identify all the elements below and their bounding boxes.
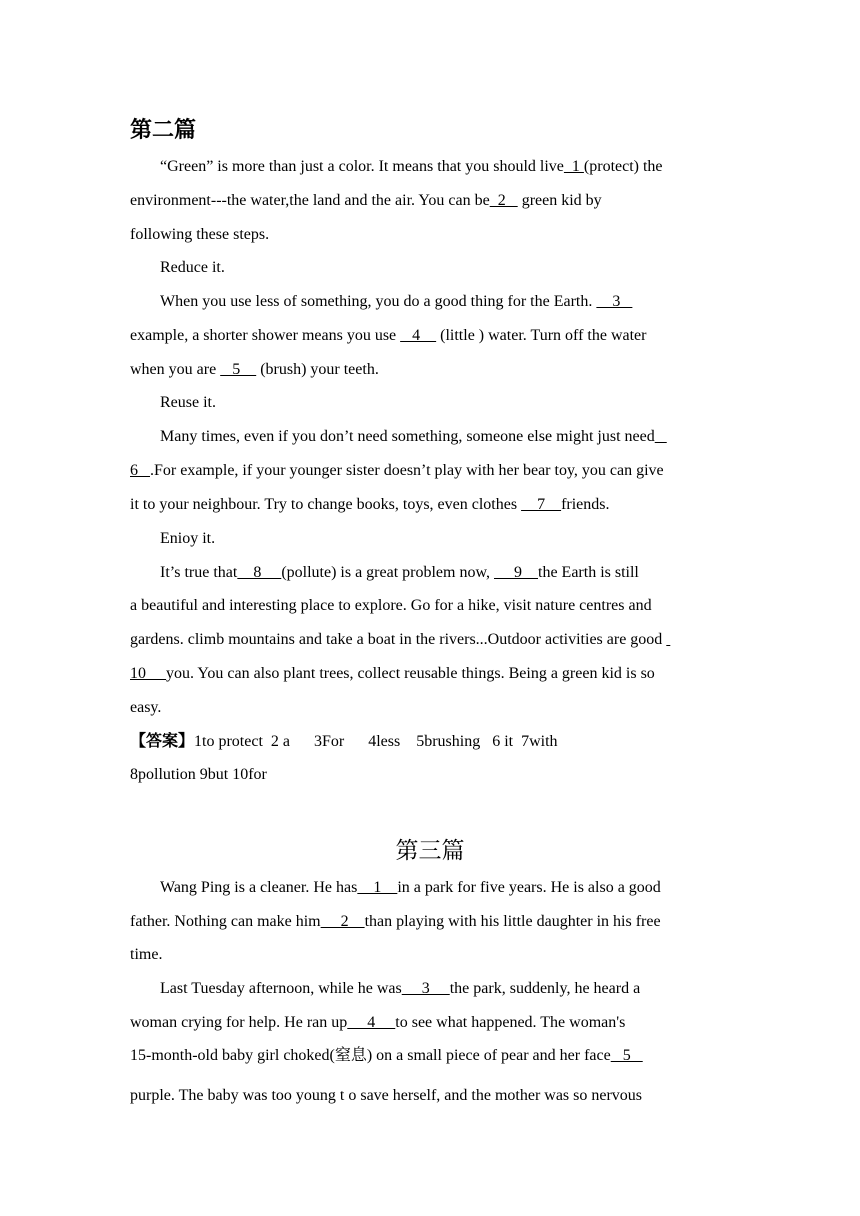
- passage-line: example, a shorter shower means you use 4 (little ) water. Turn off the water: [130, 327, 647, 344]
- passage-line: Wang Ping is a cleaner. He has 1 in a park for five years. He is also a good: [160, 879, 661, 896]
- subheading-enjoy: Enioy it.: [160, 530, 216, 547]
- blank-5: 5: [220, 361, 257, 378]
- passage-line: Last Tuesday afternoon, while he was 3 the park, suddenly, he heard a: [160, 980, 641, 997]
- section-3-heading: 第三篇: [395, 838, 465, 864]
- passage-line: It’s true that 8 (pollute) is a great problem now, 9 the Earth is still: [160, 564, 639, 581]
- blank-10: 10: [130, 665, 166, 682]
- blank-6-start: [655, 428, 667, 445]
- blank-4: 4: [400, 327, 437, 344]
- passage-line: “Green” is more than just a color. It means that you should live 1 (protect) the: [160, 158, 663, 175]
- blank-1: 1: [563, 158, 584, 175]
- passage-line: woman crying for help. He ran up 4 to see what happened. The woman's: [130, 1014, 626, 1031]
- blank-7: 7: [521, 496, 562, 513]
- blank-2: 2: [489, 192, 518, 209]
- blank-5: 5: [610, 1047, 643, 1064]
- passage-line: when you are 5 (brush) your teeth.: [130, 361, 379, 378]
- answer-key-line: 【答案】1to protect 2 a 3For 4less 5brushing 6 it 7with: [130, 731, 558, 750]
- passage-line: When you use less of something, you do a good thing for the Earth. 3: [160, 293, 633, 310]
- passage-line: purple. The baby was too young t o save herself, and the mother was so nervous: [130, 1087, 643, 1104]
- blank-1: 1: [357, 879, 398, 896]
- subheading-reduce: Reduce it.: [160, 259, 225, 276]
- blank-2: 2: [320, 913, 365, 930]
- answer-key-line: 8pollution 9but 10for: [130, 766, 267, 783]
- passage-line: time.: [130, 946, 163, 963]
- blank-6: 6: [130, 462, 150, 479]
- passage-line: 15-month-old baby girl choked(窒息) on a small piece of pear and her face 5: [130, 1047, 643, 1064]
- passage-line: 10 you. You can also plant trees, collect reusable things. Being a green kid is so: [130, 665, 655, 682]
- section-2-heading: 第二篇: [130, 118, 197, 143]
- blank-9: 9: [494, 564, 538, 581]
- subheading-reuse: Reuse it.: [160, 394, 216, 411]
- answer-label: 【答案】: [130, 731, 195, 750]
- passage-line: following these steps.: [130, 226, 270, 243]
- passage-line: gardens. climb mountains and take a boat in the rivers...Outdoor activities are good: [130, 630, 670, 650]
- blank-3: 3: [401, 980, 450, 997]
- blank-3: 3: [596, 293, 633, 310]
- blank-10-start: [666, 631, 670, 648]
- blank-4: 4: [347, 1014, 396, 1031]
- passage-line: easy.: [130, 699, 162, 716]
- passage-line: father. Nothing can make him 2 than playing with his little daughter in his free: [130, 913, 661, 930]
- passage-line: environment---the water,the land and the air. You can be 2 green kid by: [130, 192, 602, 209]
- passage-line: 6 .For example, if your younger sister doesn’t play with her bear toy, you can give: [130, 462, 664, 479]
- blank-8: 8: [237, 564, 282, 581]
- passage-line: it to your neighbour. Try to change books, toys, even clothes 7 friends.: [130, 496, 610, 513]
- passage-line: a beautiful and interesting place to explore. Go for a hike, visit nature centres and: [130, 597, 652, 614]
- passage-line: Many times, even if you don’t need something, someone else might just need: [160, 427, 667, 447]
